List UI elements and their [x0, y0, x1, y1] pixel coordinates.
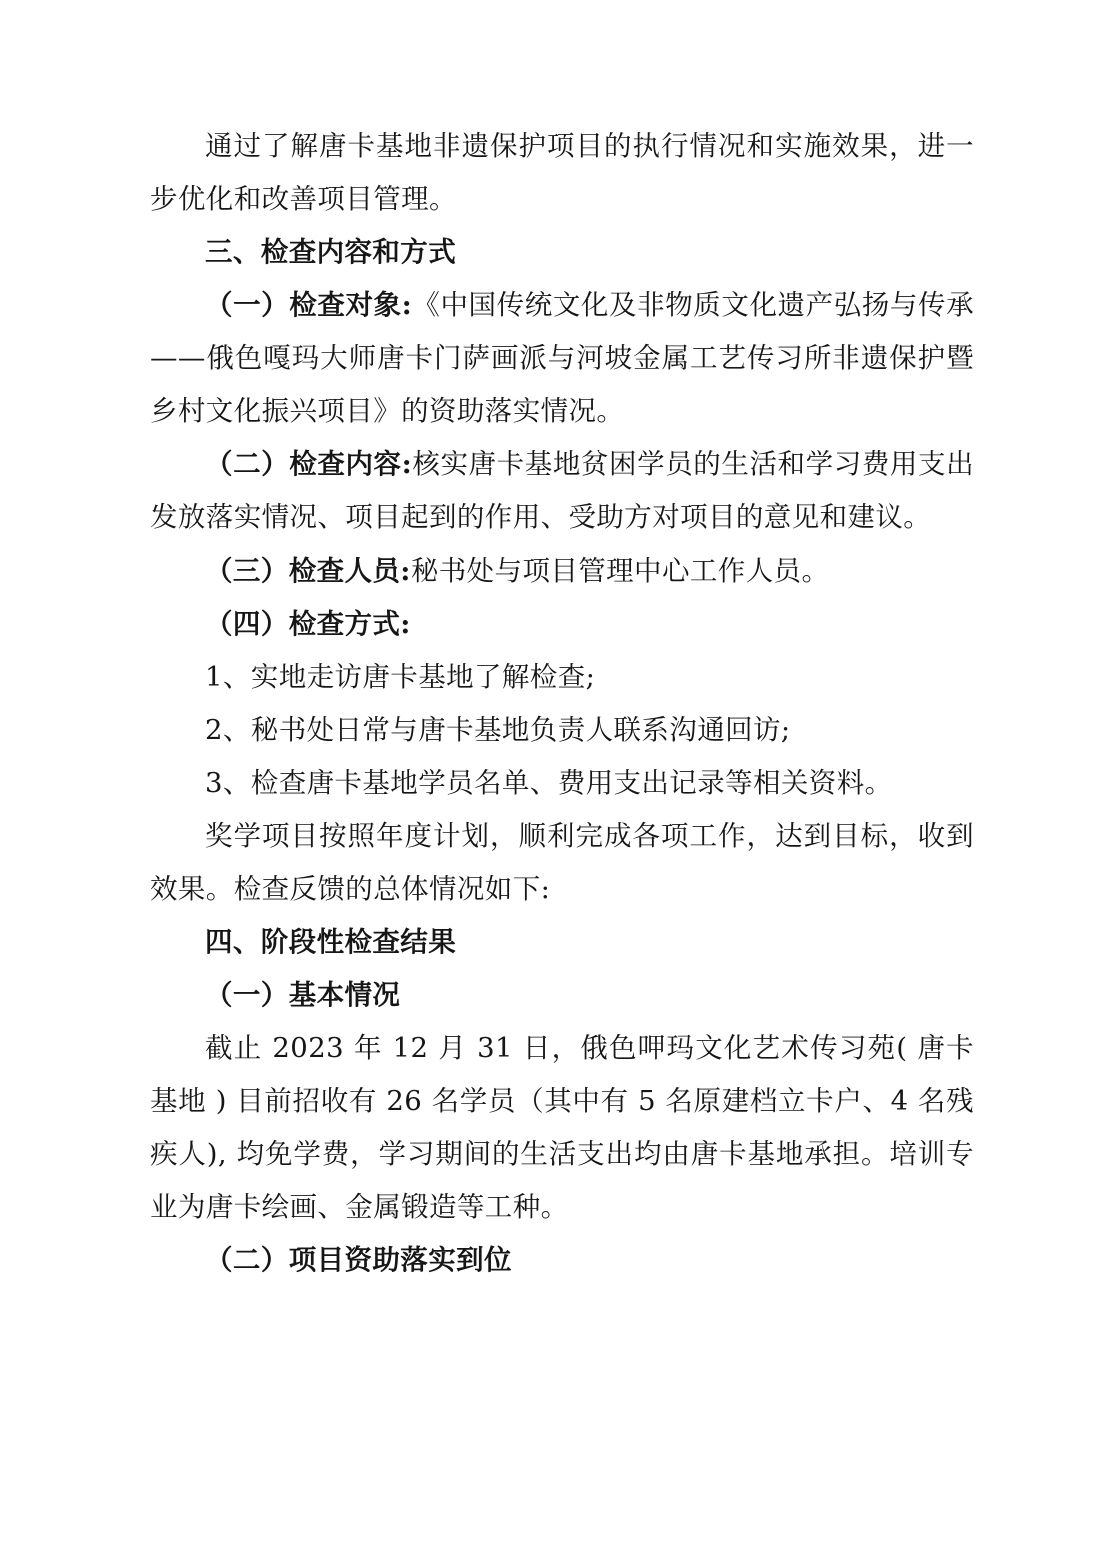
item-four-label: （四）检查方式: — [205, 607, 411, 640]
result-two-heading: （二）项目资助落实到位 — [205, 1244, 512, 1277]
item-one-label: （一）检查对象: — [205, 289, 413, 322]
document-body — [150, 120, 974, 1287]
intro-paragraph: 通过了解唐卡基地非遗保护项目的执行情况和实施效果，进一步优化和改善项目管理。 — [150, 130, 974, 216]
section-four-heading: 四、阶段性检查结果 — [205, 925, 457, 958]
method-item-1: 1、实地走访唐卡基地了解检查; — [205, 660, 596, 693]
basic-situation-paragraph: 截止 2023 年 12 月 31 日，俄色呷玛文化艺术传习苑( 唐卡基地 ) 目前招收有 26 名学员（其中有 5 名原建档立卡户、4 名残疾人), 均免学费，学习期间的生活支出均由唐卡基地承担。培训专业为唐卡绘画、金属锻造等工种。 — [150, 1032, 974, 1224]
method-item-2: 2、秘书处日常与唐卡基地负责人联系沟通回访; — [205, 713, 791, 746]
item-three-text: 秘书处与项目管理中心工作人员。 — [410, 554, 830, 587]
item-one-text: 《中国传统文化及非物质文化遗产弘扬与传承——俄色嘎玛大师唐卡门萨画派与河坡金属工艺传习所非遗保护暨乡村文化振兴项目》的资助落实情况。 — [150, 289, 974, 428]
item-two-text: 核实唐卡基地贫困学员的生活和学习费用支出发放落实情况、项目起到的作用、受助方对项目的意见和建议。 — [150, 448, 974, 534]
item-two-inspection-content — [150, 438, 974, 544]
item-two-label: （二）检查内容: — [205, 448, 413, 481]
summary-paragraph: 奖学项目按照年度计划，顺利完成各项工作，达到目标，收到效果。检查反馈的总体情况如下: — [150, 819, 974, 905]
item-three-inspection-staff — [150, 545, 974, 598]
method-item-3: 3、检查唐卡基地学员名单、费用支出记录等相关资料。 — [205, 766, 893, 799]
result-one-heading: （一）基本情况 — [205, 979, 401, 1011]
item-three-label: （三）检查人员: — [205, 554, 411, 587]
section-three-heading: 三、检查内容和方式 — [205, 236, 457, 269]
item-four-inspection-method — [150, 598, 974, 651]
item-one-inspection-object — [150, 279, 974, 438]
